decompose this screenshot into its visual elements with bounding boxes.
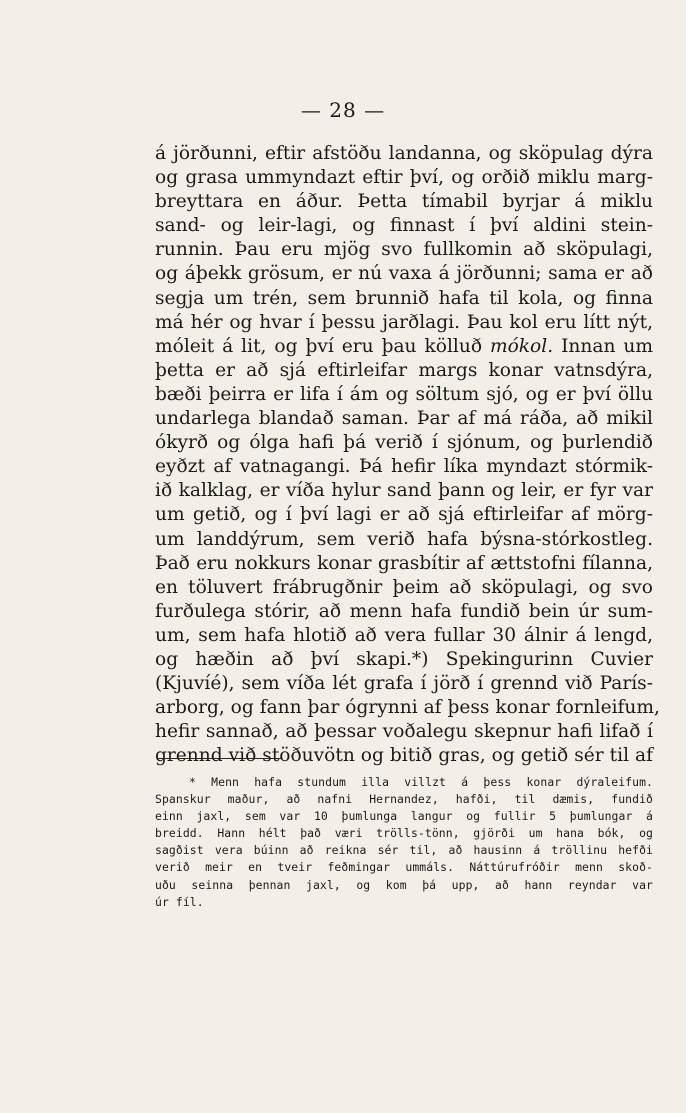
body-line: má hér og hvar í þessu jarðlagi. Þau kol eru lítt nýt, [155,311,653,333]
body-line: arborg, og fann þar ógrynni af þess konar fornleifum, [155,697,660,719]
body-line-with-italic [155,335,653,359]
body-line: breyttara en áður. Þetta tímabil byrjar á miklu [155,191,653,213]
body-line: hefir sannað, að þessar voðalegu skepnur hafi lifað í [155,721,653,743]
footnote-divider [157,758,281,759]
body-line-tail: Innan um [553,335,653,357]
body-line: um getið, og í því lagi er að sjá eftirleifar af mörg- [155,504,653,526]
footnote [155,774,653,911]
body-line: furðulega stórir, að menn hafa fundið bein úr sum- [155,600,653,622]
footnote-line: verið meir en tveir feðmingar ummáls. Náttúrufróðir menn skoð- [155,860,653,875]
body-line: ið kalklag, er víða hylur sand þann og leir, er fyr var [155,480,653,502]
body-line: bæði þeirra er lifa í ám og söltum sjó, og er því öllu [155,383,653,405]
footnote-line: * Menn hafa stundum illa villzt á þess konar dýraleifum. [189,775,653,789]
page-number: — 28 — [300,98,386,122]
footnote-line: breidd. Hann hélt það væri trölls-tönn, gjörði um hana bók, og [155,826,653,841]
body-line: um landdýrum, sem verið hafa býsna-stórkostleg. [155,528,653,550]
footnote-line: uðu seinna þennan jaxl, og kom þá upp, að hann reyndar var [155,877,653,892]
footnote-line: úr fíl. [155,894,204,909]
body-line: grennd við stöðuvötn og bitið gras, og getið sér til af [155,745,653,767]
footnote-line: sagðist vera búinn að reikna sér til, að hausinn á tröllinu hefði [155,843,653,858]
body-line-head: móleit á lit, og því eru þau kölluð [155,335,490,357]
body-line: (Kjuvíé), sem víða lét grafa í jörð í grennd við París- [155,673,653,695]
body-line: og áþekk grösum, er nú vaxa á jörðunni; sama er að [155,263,653,285]
body-line: og hæðin að því skapi.*) Spekingurinn Cuvier [155,648,653,670]
body-line: undarlega blandað saman. Þar af má ráða, að mikil [155,408,653,430]
footnote-line: einn jaxl, sem var 10 þumlunga langur og fullir 5 þumlungar á [155,809,653,824]
body-line: ókyrð og ólga hafi þá verið í sjónum, og þurlendið [155,432,653,454]
body-line: um, sem hafa hlotið að vera fullar 30 álnir á lengd, [155,624,653,646]
body-line: og grasa ummyndazt eftir því, og orðið miklu marg- [155,167,653,189]
body-line: runnin. Þau eru mjög svo fullkomin að sköpulagi, [155,239,653,261]
body-line: þetta er að sjá eftirleifar margs konar vatnsdýra, [155,359,653,381]
body-line: sand- og leir-lagi, og finnast í því aldini stein- [155,215,653,237]
body-line: á jörðunni, eftir afstöðu landanna, og sköpulag dýra [155,143,653,164]
body-line: en töluvert frábrugðnir þeim að sköpulagi, og svo [155,576,653,598]
body-text [155,142,660,768]
body-line: Það eru nokkurs konar grasbítir af ættstofni fílanna, [155,552,653,574]
body-line: eyðzt af vatnagangi. Þá hefir líka myndazt stórmik- [155,456,653,478]
body-line: segja um trén, sem brunnið hafa til kola, og finna [155,287,653,309]
italic-term: mókol. [489,335,554,357]
footnote-line: Spanskur maður, að nafni Hernandez, hafði, til dæmis, fundið [155,792,653,807]
